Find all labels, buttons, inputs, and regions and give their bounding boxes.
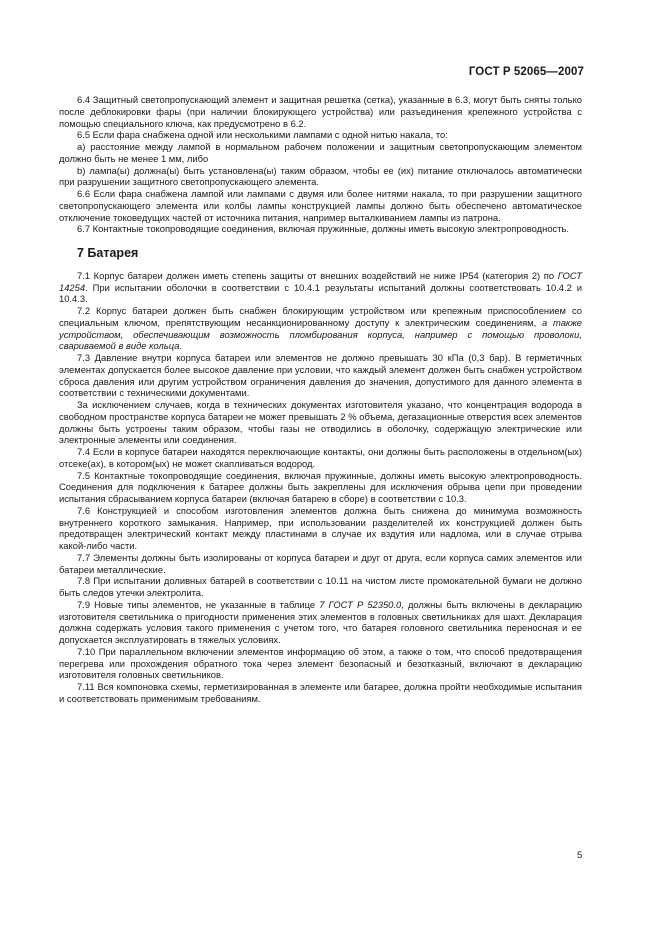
paragraph-6-4: 6.4 Защитный светопропускающий элемент и защитная решетка (сетка), указанные в 6.3, могут быть сняты только после деблокировки фары (при наличии блокирующего устройства) или разъединения крепежного устройства с помощью специального ключа, как предусмотрено в 6.2. — [59, 94, 582, 129]
paragraph-7-2-text-a: 7.2 Корпус батареи должен быть снабжен блокирующим устройством или крепежным приспособлением со специальным ключом, препятствующим несанкционированному доступу к электрическим соединениям, — [59, 305, 582, 328]
paragraph-7-2-italic: а также устройством, обеспечивающим возможность пломбирования корпуса, например с помощью проволоки, свариваемой в виде кольца — [59, 316, 583, 352]
section-title-7: 7 Батарея — [77, 246, 139, 260]
page-number: 5 — [577, 850, 583, 861]
paragraph-7-3-cont: За исключением случаев, когда в технических документах изготовителя указано, что концентрация водорода в свободном пространстве корпуса батареи не может превышать 2 % объема, дегазационные отверстия всех элементов должны быть устроены таким образом, чтобы газы не отводились в оболочку, содержащую электрические или электронные элементы или соединения. — [59, 399, 582, 446]
paragraph-7-11: 7.11 Вся компоновка схемы, герметизированная в элементе или батарее, должна пройти необходимые испытания и соответствовать применимым требованиям. — [59, 681, 582, 704]
paragraph-7-5: 7.5 Контактные токопроводящие соединения, включая пружинные, должны иметь высокую электропроводность. Соединения для подключения к батарее должны быть закреплены для исключения обрыва цепи при проведении испытания сбрасыванием корпуса батареи (включая батарею в сборе) в соответствии с 10.3. — [59, 469, 582, 504]
gost-reference: ГОСТ 14254 — [59, 269, 582, 293]
paragraph-6-5-b: b) лампа(ы) должна(ы) быть установлена(ы) таким образом, чтобы ее (их) питание отключалось автоматически при разрушении защитного светопропускающего элемента. — [59, 164, 582, 188]
paragraph-7-8: 7.8 При испытании доливных батарей в соответствии с 10.11 на чистом листе промокательной бумаги не должно быть следов утечки электролита. — [59, 575, 582, 598]
paragraph-7-1 — [59, 270, 582, 305]
gost-reference-table: 7 ГОСТ Р 52350.0 — [319, 598, 402, 610]
paragraph-6-7: 6.7 Контактные токопроводящие соединения, включая пружинные, должны иметь высокую электропроводность. — [77, 223, 570, 235]
paragraph-7-10: 7.10 При параллельном включении элементов информацию об этом, а также о том, что способ предотвращения перегрева или прохождения обратного тока через элемент безопасный и безотказный, включают в декларацию изготовителя головных светильников. — [59, 645, 582, 681]
paragraph-7-2 — [59, 305, 582, 352]
paragraph-7-2-text-b: . — [179, 340, 183, 352]
paragraph-6-5-a: а) расстояние между лампой в нормальном рабочем положении и защитным светопропускающим элементом должно быть не менее 1 мм, либо — [59, 141, 582, 164]
document-header: ГОСТ Р 52065—2007 — [468, 66, 584, 78]
paragraph-7-9 — [59, 599, 582, 646]
paragraph-7-6: 7.6 Конструкцией и способом изготовления элементов должна быть снижена до минимума возможность внутреннего короткого замыкания. Например, при использовании разделителей их конструкцией должен быть предотвращен электрический контакт между пластинами в случае их вздутия или надлома, или в случае отрыва какой-либо части. — [59, 504, 582, 551]
paragraph-7-9-text-b: , должны быть включены в декларацию изготовителя светильника о пригодности применения этих элементов в головных светильниках для шахт. Декларация должна содержать условия такого применения с учетом того, что батарея головного светильника переносная и ее допускается эксплуатировать в тяжелых условиях. — [59, 598, 582, 645]
document-body — [59, 94, 582, 705]
paragraph-7-3: 7.3 Давление внутри корпуса батареи или элементов не должно превышать 30 кПа (0,3 бар). В герметичных элементах допускается более высокое давление при условии, что каждый элемент должен быть снабжен устройством сброса давления или другим устройством ограничения давления до значения, допустимого для данного элемента в соответствии с техническими документами. — [59, 352, 582, 399]
paragraph-7-4: 7.4 Если в корпусе батареи находятся переключающие контакты, они должны быть расположены в отдельном(ых) отсеке(ах), в котором(ых) не может скапливаться водород. — [59, 446, 582, 469]
paragraph-7-1-text-a: 7.1 Корпус батареи должен иметь степень защиты от внешних воздействий не ниже IP54 (категория 2) по — [77, 269, 558, 281]
paragraph-6-5: 6.5 Если фара снабжена одной или несколькими лампами с одной нитью накала, то: — [77, 129, 448, 141]
paragraph-7-9-text-a: 7.9 Новые типы элементов, не указанные в таблице — [77, 598, 320, 610]
paragraph-7-1-text-b: . При испытании оболочки в соответствии с 10.4.1 результаты испытаний должны соответствовать 10.4.2 и 10.4.3. — [59, 281, 582, 305]
paragraph-7-7: 7.7 Элементы должны быть изолированы от корпуса батареи и друг от друга, если корпуса самих элементов или батареи металлические. — [59, 551, 582, 575]
paragraph-6-6: 6.6 Если фара снабжена лампой или лампами с двумя или более нитями накала, то при разрушении защитного светопропускающего элемента или колбы лампы конструкцией лампы должно быть обеспечено автоматическое отключение токоведущих частей от источника питания, например выталкиванием лампы из патрона. — [59, 188, 582, 223]
